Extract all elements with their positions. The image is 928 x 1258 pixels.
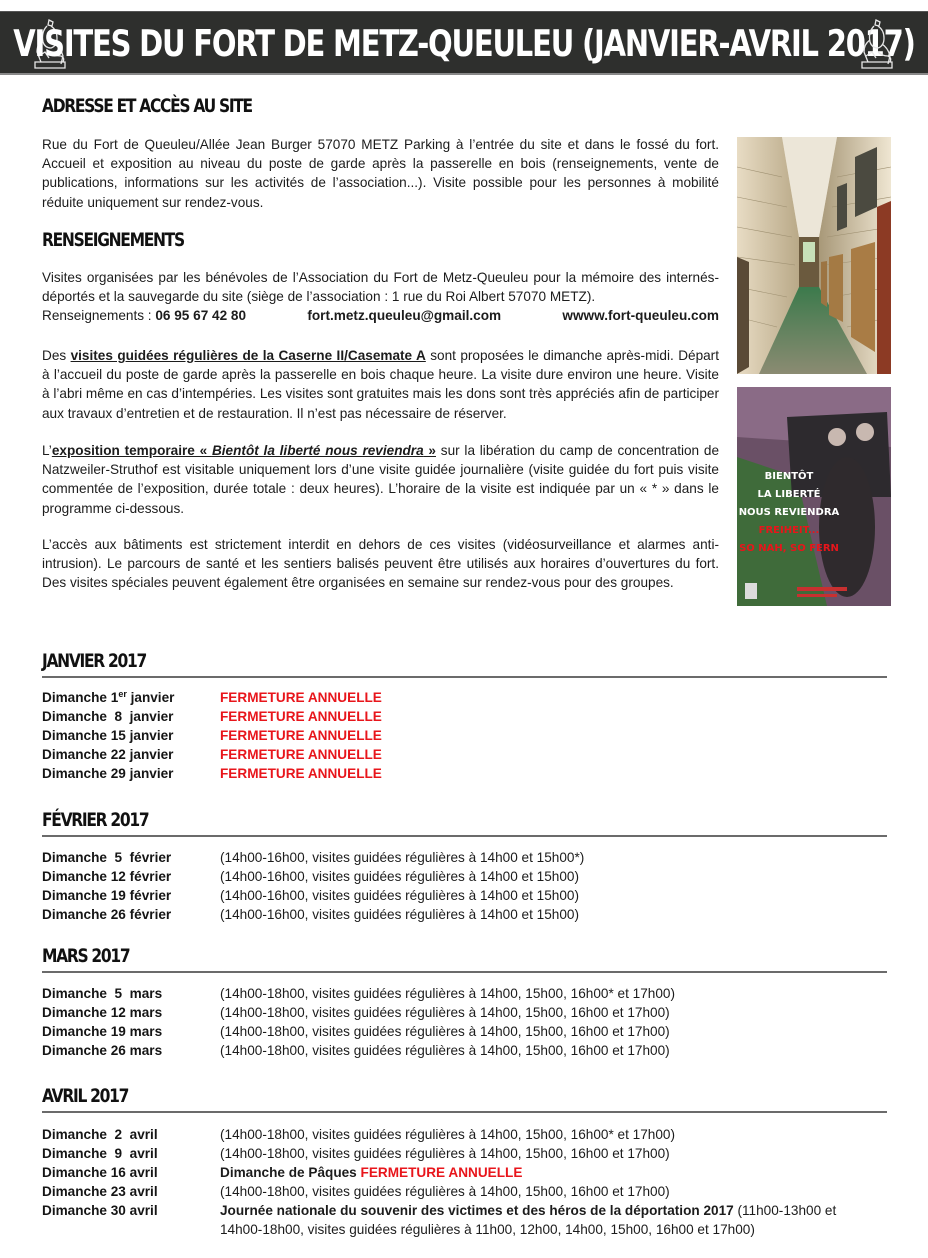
schedule-day: Dimanche 1er janvier (42, 689, 175, 705)
info-heading: RENSEIGNEMENTS (42, 229, 184, 251)
exposition-link[interactable]: exposition temporaire « Bientôt la liberté nous reviendra » (51, 443, 436, 458)
poster-line-1: BIENTÔT (764, 471, 814, 482)
month-title: AVRIL 2017 (42, 1085, 129, 1107)
exposition-text (42, 441, 719, 518)
expo-body: sur la libération du camp de concentration de Natzweiler-Struthof est visitable uniquement lors d’une visite guidée journalière (visite guidée du fort puis visite commentée de l’exposition, durée totale : deux heures). L’horaire de la visite est indiquée par un « * » dans le programme ci-dessous. (42, 443, 720, 516)
schedule-info: (14h00-18h00, visites guidées régulières à 14h00, 15h00, 16h00 et 17h00) (220, 1024, 670, 1039)
memorial-day-label: Journée nationale du souvenir des victimes et des héros de la déportation 2017 (220, 1203, 734, 1218)
month-title: FÉVRIER 2017 (42, 809, 149, 831)
page-banner (0, 11, 928, 75)
schedule-info (220, 1163, 887, 1182)
schedule-info: (14h00-18h00, visites guidées régulières à 14h00, 15h00, 16h00 et 17h00) (220, 1005, 670, 1020)
info-text: Visites organisées par les bénévoles de l’Association du Fort de Metz-Queuleu pour la mémoire des internés-déportés et la sauvegarde du site (siège de l’association : 1 rue du Roi Albert 57070 METZ). (42, 270, 719, 305)
month-heading-avril (42, 1083, 887, 1113)
poster-line-4: FREIHEIT... (758, 525, 820, 536)
schedule-info (220, 1201, 887, 1239)
month-title: MARS 2017 (42, 945, 130, 967)
schedule-row (42, 1125, 887, 1144)
schedule-day: Dimanche 12 mars (42, 1005, 163, 1020)
schedule-row (42, 1041, 887, 1060)
schedule-day: Dimanche 23 avril (42, 1184, 158, 1199)
info-block (42, 268, 719, 326)
address-heading: ADRESSE ET ACCÈS AU SITE (42, 95, 252, 117)
poster-line-3: NOUS REVIENDRA (738, 507, 840, 518)
schedule-row (42, 1182, 887, 1201)
closure-label: FERMETURE ANNUELLE (220, 690, 382, 705)
schedule-day: Dimanche 9 avril (42, 1146, 158, 1161)
closure-label: FERMETURE ANNUELLE (220, 709, 382, 724)
guided-prefix: Des (42, 348, 71, 363)
schedule-info: (14h00-16h00, visites guidées régulières à 14h00 et 15h00) (220, 907, 579, 922)
schedule-day: Dimanche 29 janvier (42, 766, 174, 781)
expo-prefix: L’ (42, 443, 52, 458)
closure-label: FERMETURE ANNUELLE (220, 747, 382, 762)
access-text: L’accès aux bâtiments est strictement interdit en dehors de ces visites (vidéosurveillance et alarmes anti-intrusion). Le parcours de santé et les sentiers balisés peuvent être utilisés aux horaires d’ouvertures du fort. Des visites spéciales peuvent également être organisées en semaine sur rendez-vous pour des groupes. (42, 537, 719, 591)
closure-label: FERMETURE ANNUELLE (360, 1165, 523, 1180)
schedule-day: Dimanche 12 février (42, 869, 172, 884)
statue-logo-icon (854, 16, 900, 72)
schedule-info: (14h00-16h00, visites guidées régulières à 14h00 et 15h00*) (220, 850, 585, 865)
schedule-row (42, 984, 887, 1003)
schedule-row (42, 726, 887, 745)
schedule-fevrier (42, 848, 887, 924)
contact-phone[interactable]: 06 95 67 42 80 (155, 308, 247, 324)
contact-email[interactable]: fort.metz.queuleu@gmail.com (307, 308, 502, 324)
schedule-day: Dimanche 26 février (42, 907, 172, 922)
guided-visits-text (42, 346, 719, 423)
schedule-row (42, 1144, 887, 1163)
schedule-day: Dimanche 2 avril (42, 1127, 158, 1142)
schedule-info: (14h00-18h00, visites guidées régulières à 14h00, 15h00, 16h00 et 17h00) (220, 1043, 670, 1058)
schedule-row (42, 745, 887, 764)
contact-label: Renseignements : (42, 308, 156, 324)
schedule-day: Dimanche 8 janvier (42, 709, 174, 724)
schedule-day: Dimanche 30 avril (42, 1203, 158, 1218)
schedule-info: (14h00-18h00, visites guidées régulières à 14h00, 15h00, 16h00* et 17h00) (220, 1127, 675, 1142)
schedule-day: Dimanche 5 mars (42, 986, 163, 1001)
schedule-info: (14h00-18h00, visites guidées régulières à 14h00, 15h00, 16h00 et 17h00) (220, 1146, 670, 1161)
month-title: JANVIER 2017 (42, 650, 146, 672)
closure-label: FERMETURE ANNUELLE (220, 728, 382, 743)
closure-label: FERMETURE ANNUELLE (220, 766, 382, 781)
poster-line-2: LA LIBERTÉ (757, 489, 821, 500)
poster-line-5: SO NAH, SO FERN (739, 543, 839, 554)
address-text: Rue du Fort de Queuleu/Allée Jean Burger 57070 METZ Parking à l’entrée du site et dans le fossé du fort. Accueil et exposition au niveau du poste de garde après la passerelle en bois (renseignements, vente de publications, informations sur les activités de l’association...). Visite possible pour les personnes à mobilité réduite uniquement sur rendez-vous. (42, 137, 719, 210)
contact-row (42, 306, 719, 325)
schedule-day: Dimanche 19 mars (42, 1024, 163, 1039)
schedule-row (42, 867, 887, 886)
schedule-row (42, 886, 887, 905)
schedule-row (42, 1163, 887, 1182)
easter-label: Dimanche de Pâques (220, 1165, 361, 1180)
contact-phone-group (42, 306, 246, 325)
month-heading-fevrier (42, 807, 887, 837)
schedule-row (42, 1003, 887, 1022)
schedule-janvier (42, 688, 887, 783)
schedule-row (42, 1201, 887, 1239)
poster-image (737, 387, 891, 606)
schedule-day: Dimanche 19 février (42, 888, 172, 903)
schedule-mars (42, 984, 887, 1060)
schedule-avril (42, 1125, 887, 1239)
schedule-info: (14h00-18h00, visites guidées régulières à 14h00, 15h00, 16h00* et 17h00) (220, 986, 675, 1001)
schedule-info: (14h00-16h00, visites guidées régulières à 14h00 et 15h00) (220, 888, 579, 903)
schedule-row (42, 905, 887, 924)
schedule-day: Dimanche 5 février (42, 850, 172, 865)
schedule-info: (14h00-18h00, visites guidées régulières à 14h00, 15h00, 16h00 et 17h00) (220, 1184, 670, 1199)
page-title: VISITES DU FORT DE METZ-QUEULEU (JANVIER-AVRIL 2017) (13, 22, 915, 65)
schedule-day: Dimanche 15 janvier (42, 728, 174, 743)
schedule-row (42, 688, 887, 707)
schedule-day: Dimanche 16 avril (42, 1165, 158, 1180)
schedule-day: Dimanche 26 mars (42, 1043, 163, 1058)
contact-website[interactable]: wwww.fort-queuleu.com (562, 308, 719, 324)
guided-body: sont proposées le dimanche après-midi. Départ à l’accueil du poste de garde après la passerelle en bois chaque heure. La visite dure environ une heure. Visite à l’abri même en cas d’intempéries. Les visites sont gratuites mais les dons sont très appréciés afin de participer aux travaux d’entretien et de restauration. Il n’est pas nécessaire de réserver. (42, 348, 719, 421)
schedule-row (42, 848, 887, 867)
corridor-image (737, 137, 891, 374)
guided-visits-link[interactable]: visites guidées régulières de la Caserne II/Casemate A (70, 348, 426, 363)
schedule-row (42, 707, 887, 726)
corridor-photo (737, 137, 891, 374)
month-heading-janvier (42, 648, 887, 678)
exposition-poster (737, 387, 891, 606)
schedule-row (42, 1022, 887, 1041)
schedule-day: Dimanche 22 janvier (42, 747, 174, 762)
month-heading-mars (42, 943, 887, 973)
schedule-info: (14h00-16h00, visites guidées régulières à 14h00 et 15h00) (220, 869, 579, 884)
schedule-row (42, 764, 887, 783)
memorial-day-hours: (11h00-13h00 et 14h00-18h00, visites guidées régulières à 11h00, 12h00, 14h00, 15h00, 16h00 et 17h00) (220, 1203, 837, 1237)
